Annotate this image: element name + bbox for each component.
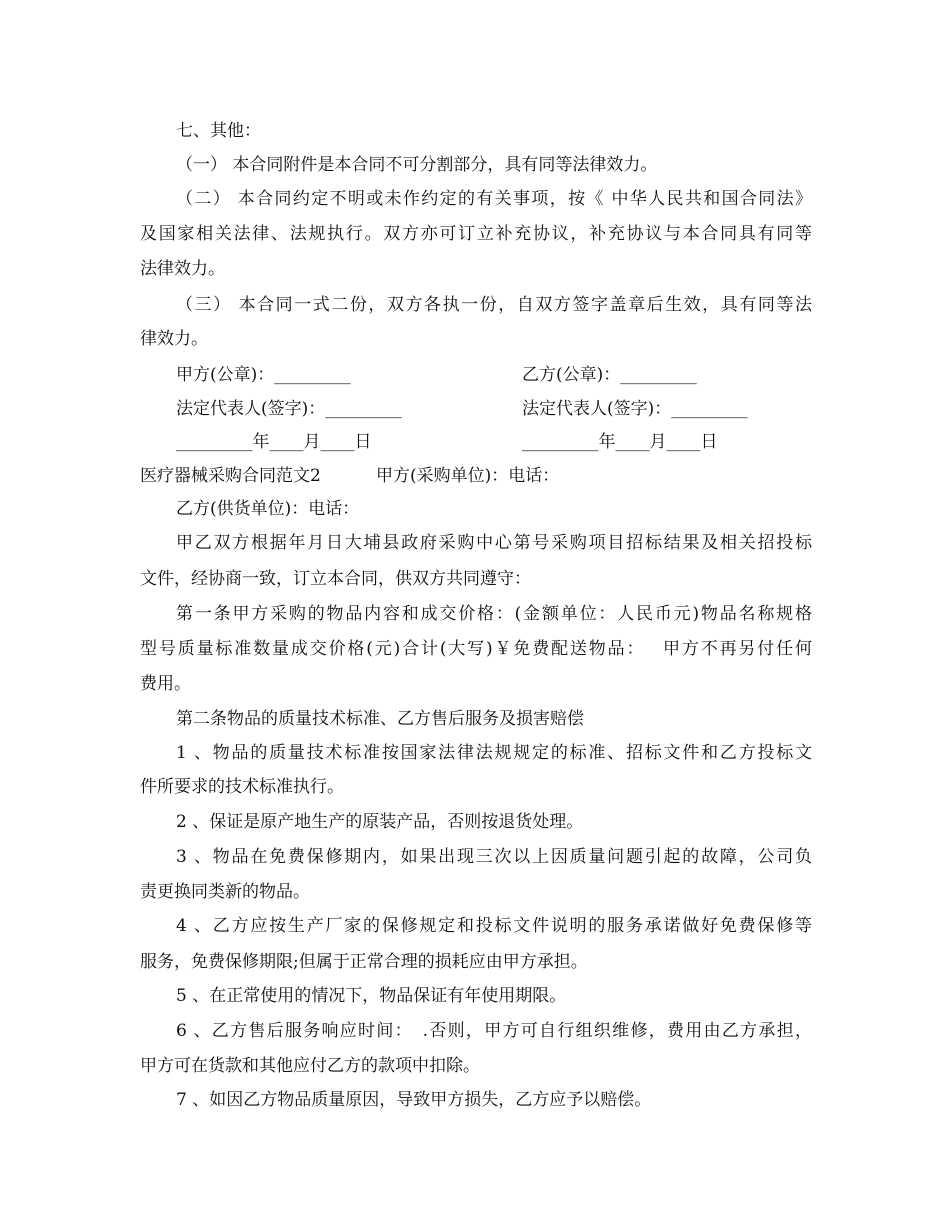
party-b-info: 乙方(供货单位)：电话： xyxy=(176,499,360,519)
item-3-line-2: 责更换同类新的物品。 xyxy=(140,882,310,902)
item-1-line-1: 1 、物品的质量技术标准按国家法律法规规定的标准、招标文件和乙方投标文 xyxy=(176,743,812,763)
item-5: 5 、在正常使用的情况下，物品保证有年使用期限。 xyxy=(176,986,567,1006)
party-a-date: _________年____月____日 xyxy=(176,432,372,452)
party-a-info: 甲方(采购单位)：电话： xyxy=(376,466,560,486)
paragraph-3-line-1: （三） 本合同一式二份，双方各执一份，自双方签字盖章后生效，具有同等法 xyxy=(176,295,812,315)
item-4-line-2: 服务，免费保修期限;但属于正常合理的损耗应由甲方承担。 xyxy=(140,952,588,972)
intro-line-2: 文件，经协商一致，订立本合同，供双方共同遵守： xyxy=(140,569,531,589)
item-7: 7 、如因乙方物品质量原因，导致甲方损失，乙方应予以赔偿。 xyxy=(176,1090,652,1110)
party-b-date: _________年____月____日 xyxy=(522,432,718,452)
section-heading: 七、其他： xyxy=(176,121,261,141)
contract-title-2: 医疗器械采购合同范文2 xyxy=(140,466,321,486)
paragraph-3-line-2: 律效力。 xyxy=(140,329,208,349)
item-4-line-1: 4 、乙方应按生产厂家的保修规定和投标文件说明的服务承诺做好免费保修等 xyxy=(176,916,812,936)
item-6-line-2: 甲方可在货款和其他应付乙方的款项中扣除。 xyxy=(140,1056,480,1076)
paragraph-1: （一） 本合同附件是本合同不可分割部分，具有同等法律效力。 xyxy=(176,155,658,175)
item-3-line-1: 3 、物品在免费保修期内，如果出现三次以上因质量问题引起的故障，公司负 xyxy=(176,847,812,867)
item-2: 2 、保证是原产地生产的原装产品，否则按退货处理。 xyxy=(176,812,584,832)
item-6-line-1: 6 、乙方售后服务响应时间： .否则，甲方可自行组织维修，费用由乙方承担， xyxy=(176,1021,812,1041)
item-1-line-2: 件所要求的技术标准执行。 xyxy=(140,777,344,797)
article-1-line-2: 型号质量标准数量成交价格(元)合计(大写)￥免费配送物品： 甲方不再另付任何 xyxy=(140,639,812,659)
paragraph-2-line-2: 及国家相关法律、法规执行。双方亦可订立补充协议，补充协议与本合同具有同等 xyxy=(140,224,812,244)
party-a-seal: 甲方(公章)：_________ xyxy=(176,365,351,385)
party-b-representative: 法定代表人(签字)：_________ xyxy=(522,399,748,419)
party-b-seal: 乙方(公章)：_________ xyxy=(522,365,697,385)
paragraph-2-line-3: 法律效力。 xyxy=(140,259,225,279)
party-a-representative: 法定代表人(签字)：_________ xyxy=(176,399,402,419)
article-1-line-1: 第一条甲方采购的物品内容和成交价格：(金额单位：人民币元)物品名称规格 xyxy=(176,604,812,624)
article-1-line-3: 费用。 xyxy=(140,674,191,694)
paragraph-2-line-1: （二） 本合同约定不明或未作约定的有关事项，按《 中华人民共和国合同法》 xyxy=(176,189,812,209)
intro-line-1: 甲乙双方根据年月日大埔县政府采购中心第号采购项目招标结果及相关招投标 xyxy=(176,533,812,553)
article-2-title: 第二条物品的质量技术标准、乙方售后服务及损害赔偿 xyxy=(176,709,584,729)
